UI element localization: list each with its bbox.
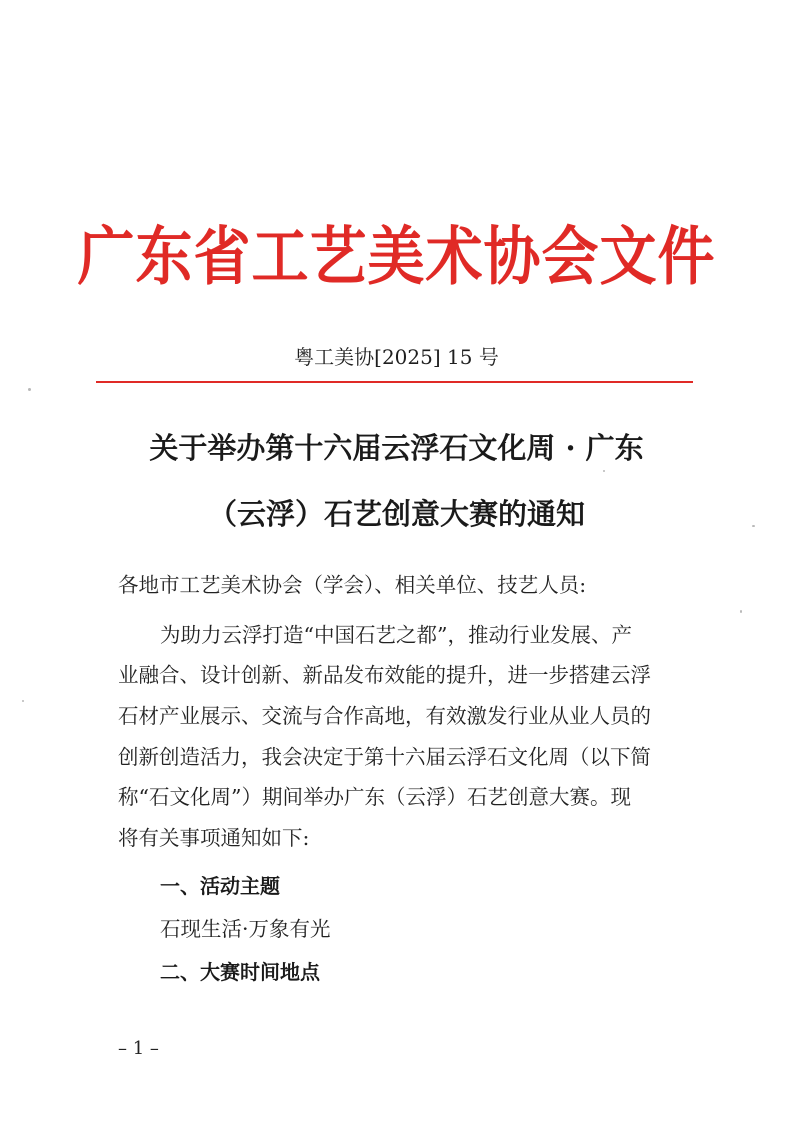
paragraph-line-5: 称“石文化周”）期间举办广东（云浮）石艺创意大赛。现 (118, 785, 631, 809)
salutation: 各地市工艺美术协会（学会）、相关单位、技艺人员: (118, 573, 587, 597)
page-number: – 1 – (118, 1038, 159, 1059)
paragraph-line-1: 为助力云浮打造“中国石艺之都”，推动行业发展、产 (160, 623, 632, 647)
scan-speck (603, 470, 605, 472)
section-2-heading: 二、大赛时间地点 (160, 960, 320, 984)
paragraph-line-2: 业融合、设计创新、新品发布效能的提升，进一步搭建云浮 (118, 663, 651, 687)
notice-title-line-2: （云浮）石艺创意大赛的通知 (207, 497, 585, 531)
paragraph-line-4: 创新创造活力，我会决定于第十六届云浮石文化周（以下简 (118, 745, 651, 769)
scan-speck (752, 525, 755, 527)
section-1-heading: 一、活动主题 (160, 874, 280, 898)
paragraph-line-3: 石材产业展示、交流与合作高地，有效激发行业从业人员的 (118, 704, 651, 728)
paragraph-line-6: 将有关事项通知如下: (118, 826, 310, 850)
scan-speck (28, 388, 31, 391)
scan-speck (740, 610, 742, 613)
org-title: 广东省工艺美术协会文件 (77, 218, 716, 294)
document-number: 粤工美协[2025] 15 号 (294, 345, 499, 369)
red-divider (96, 381, 693, 383)
notice-title-line-1: 关于举办第十六届云浮石文化周 · 广东 (149, 431, 644, 465)
section-1-text: 石现生活·万象有光 (160, 917, 331, 941)
scan-speck (22, 700, 24, 702)
